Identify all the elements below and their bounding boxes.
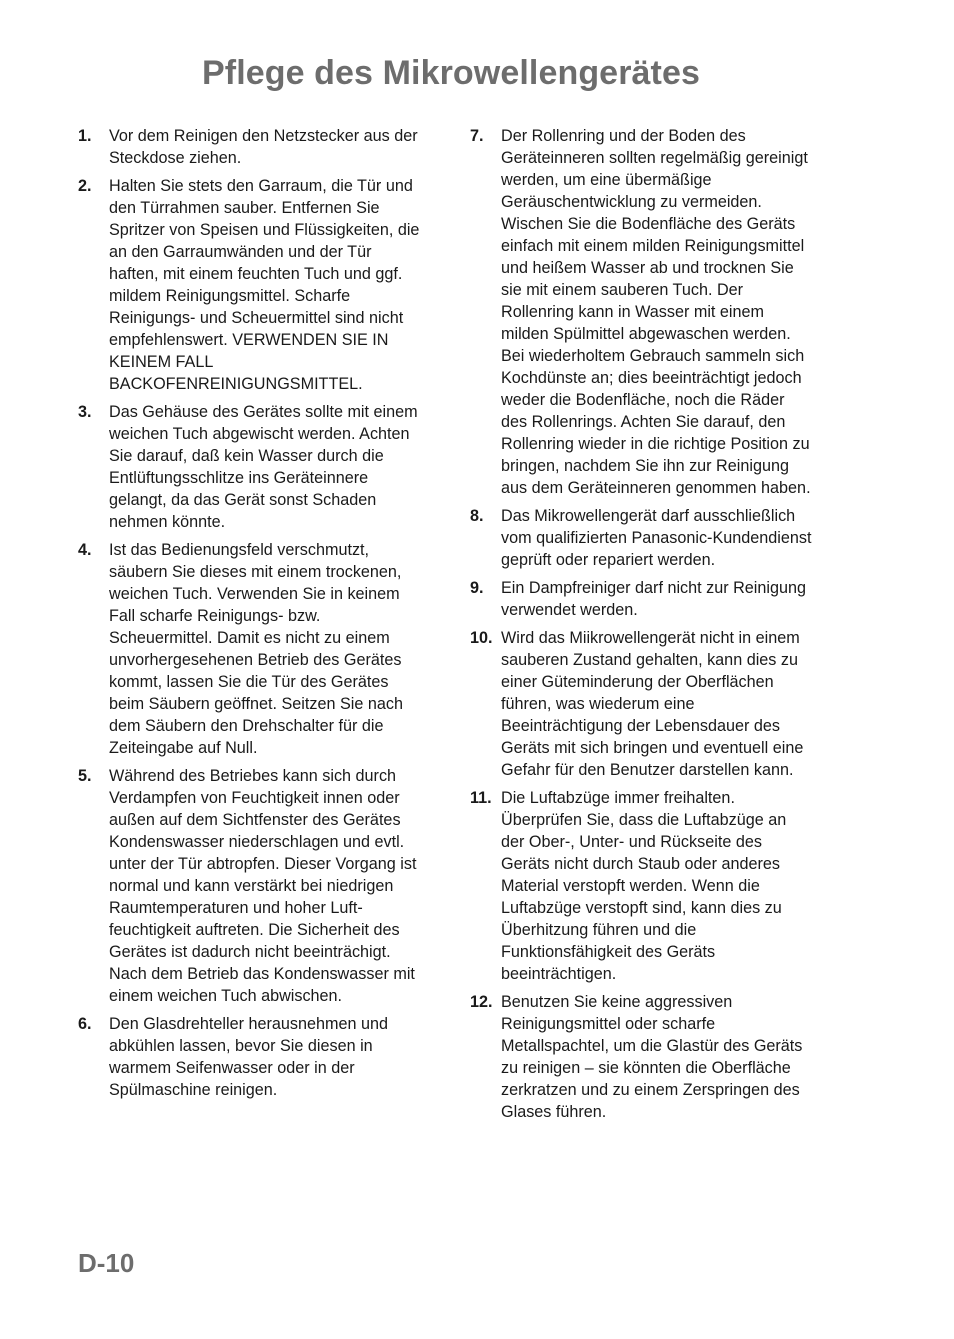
list-item (470, 125, 842, 499)
item-number: 1. (78, 127, 92, 145)
item-number: 7. (470, 127, 484, 145)
item-text: Während des Betriebes kann sich durch Verdampfen von Feuchtigkeit innen oder außen auf dem Sichtfenster des Gerätes Kondenswasser niederschlagen und evtl. unter der Tür abtropfen. Dieser Vorgang ist normal und kann verstärkt bei niedrigen Raumtemperaturen und hoher Luft- feuchtigkeit auftreten. Die Sicherheit des Gerätes ist dadurch nicht beeinträchigt. Nach dem Betrieb das Kondenswasser mit einem weichen Tuch abwischen. (109, 767, 417, 1005)
item-number: 3. (78, 403, 92, 421)
list-item (78, 175, 450, 395)
item-number: 11. (470, 789, 492, 807)
item-text: Das Mikrowellengerät darf ausschließlich vom qualifizierten Panasonic-Kundendienst geprüft oder repariert werden. (501, 507, 812, 569)
item-number: 10. (470, 629, 493, 647)
item-text: Benutzen Sie keine aggressiven Reinigungsmittel oder scharfe Metallspachtel, um die Glastür des Geräts zu reinigen – sie könnten die Oberfläche zerkratzen und zu einem Zerspringen des Glases führen. (501, 993, 803, 1121)
instruction-list-left (78, 125, 450, 1107)
list-item (470, 991, 842, 1123)
item-number: 12. (470, 993, 493, 1011)
item-text: Die Luftabzüge immer freihalten. Überprüfen Sie, dass die Luftabzüge an der Ober-, Unter- und Rückseite des Geräts nicht durch Staub oder anderes Material verstopft werden. Wenn die Luftabzüge verstopft sind, kann dies zu Überhitzung führen und die Funktionsfähigkeit des Geräts beeinträchtigen. (501, 789, 787, 983)
list-item (78, 125, 450, 169)
item-number: 6. (78, 1015, 92, 1033)
list-item (470, 787, 842, 985)
item-text: Das Gehäuse des Gerätes sollte mit einem weichen Tuch abgewischt werden. Achten Sie darauf, daß kein Wasser durch die Entlüftungsschlitze ins Geräteinnere gelangt, da das Gerät sonst Schaden nehmen könnte. (109, 403, 418, 531)
item-text: Ist das Bedienungsfeld verschmutzt, säubern Sie dieses mit einem trockenen, weichen Tuch. Verwenden Sie in keinem Fall scharfe Reinigungs- bzw. Scheuermittel. Damit es nicht zu einem unvorhergesehenen Betrieb des Gerätes kommt, lassen Sie die Tür des Gerätes beim Säubern geöffnet. Seitzen Sie nach dem Säubern den Drehschalter für die Zeiteingabe auf Null. (109, 541, 403, 757)
list-item (78, 765, 450, 1007)
page-title: Pflege des Mikrowellengerätes (202, 54, 700, 92)
item-text: Halten Sie stets den Garraum, die Tür und den Türrahmen sauber. Entfernen Sie Spritzer von Speisen und Flüssigkeiten, die an den Garraumwänden und der Tür haften, mit einem feuchten Tuch und ggf. mildem Reinigungsmittel. Scharfe Reinigungs- und Scheuermittel sind nicht empfehlenswert. VERWENDEN SIE IN KEINEM FALL BACKOFENREINIGUNGSMITTEL. (109, 177, 420, 393)
item-text: Wird das Miikrowellengerät nicht in einem sauberen Zustand gehalten, kann dies zu einer Güteminderung der Oberflächen führen, was wiederum eine Beeinträchtigung der Lebensdauer des Geräts mit sich bringen und eventuell eine Gefahr für den Benutzer darstellen kann. (501, 629, 804, 779)
item-text: Den Glasdrehteller herausnehmen und abkühlen lassen, bevor Sie diesen in warmem Seifenwasser oder in der Spülmaschine reinigen. (109, 1015, 388, 1099)
item-number: 5. (78, 767, 92, 785)
instruction-list-right (470, 125, 842, 1129)
list-item (78, 539, 450, 759)
item-number: 4. (78, 541, 92, 559)
item-number: 9. (470, 579, 484, 597)
item-number: 2. (78, 177, 92, 195)
page-number: D-10 (78, 1248, 135, 1278)
item-text: Vor dem Reinigen den Netzstecker aus der Steckdose ziehen. (109, 127, 418, 167)
list-item (78, 401, 450, 533)
list-item (470, 505, 842, 571)
item-text: Der Rollenring und der Boden des Geräteinneren sollten regelmäßig gereinigt werden, um eine übermäßige Geräuschentwicklung zu vermeiden. Wischen Sie die Bodenfläche des Geräts einfach mit einem milden Reinigungsmittel und heißem Wasser ab und trocknen Sie sie mit einem sauberen Tuch. Der Rollenring kann in Wasser mit einem milden Spülmittel abgewaschen werden. Bei wiederholtem Gebrauch sammeln sich Kochdünste an; dies beeinträchtigt jedoch weder die Bodenfläche, noch die Räder des Rollenrings. Achten Sie darauf, den Rollenring wieder in die richtige Position zu bringen, nachdem Sie ihn zur Reinigung aus dem Geräteinneren genommen haben. (501, 127, 811, 497)
item-text: Ein Dampfreiniger darf nicht zur Reinigung verwendet werden. (501, 579, 807, 619)
list-item (470, 577, 842, 621)
list-item (78, 1013, 450, 1101)
item-number: 8. (470, 507, 484, 525)
list-item (470, 627, 842, 781)
